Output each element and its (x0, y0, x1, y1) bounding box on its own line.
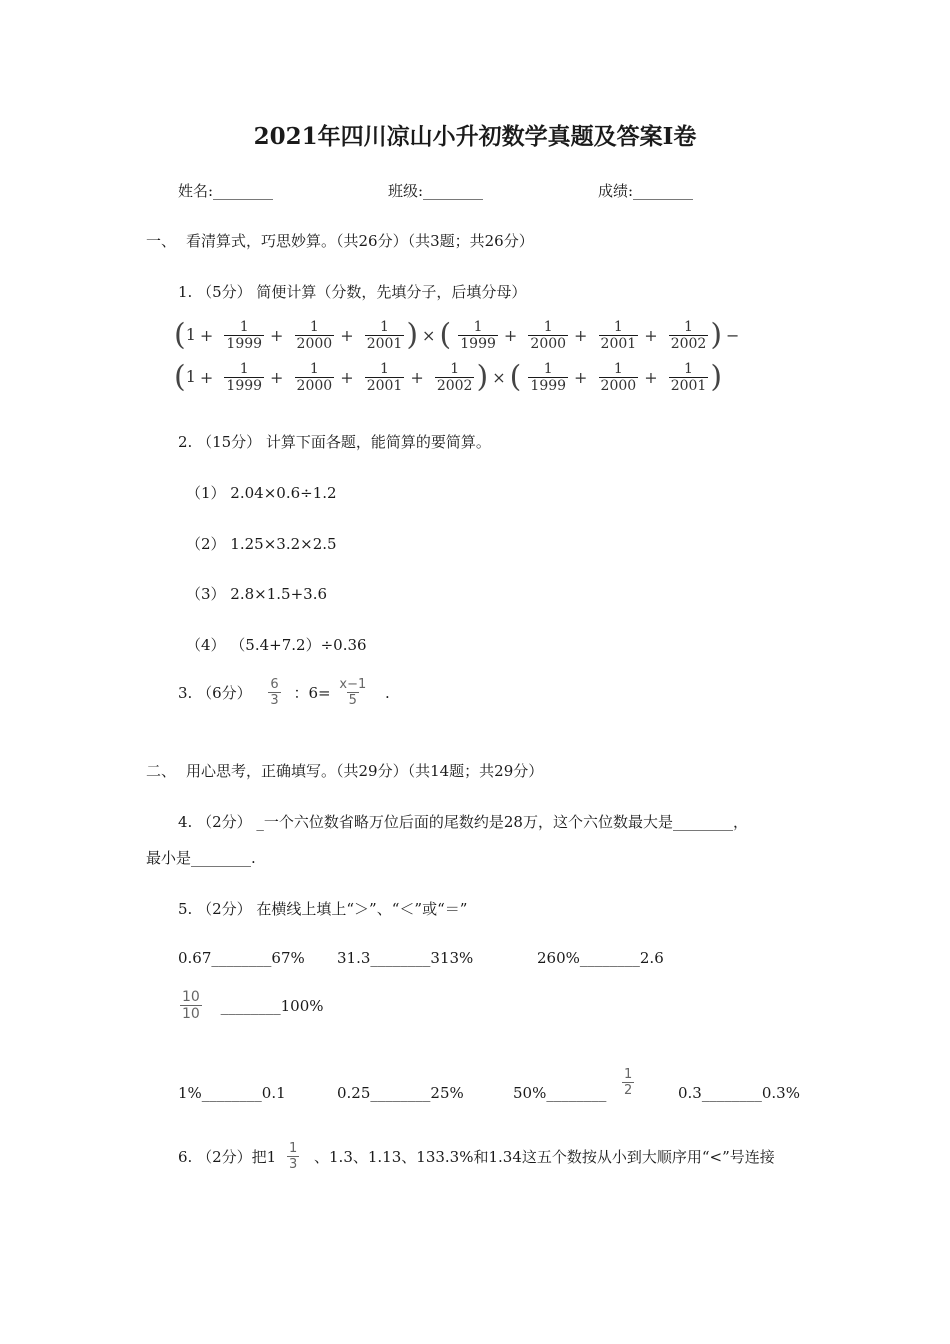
plus: + (270, 326, 284, 345)
q5-fraction-item (178, 990, 324, 1021)
q5-item: 0.67________67% (178, 949, 305, 967)
page-title: 2021年四川凉山小升初数学真题及答案Ⅰ卷 (253, 123, 697, 150)
numerator: 1 (309, 361, 319, 377)
numerator: 1 (684, 319, 693, 335)
numerator: 6 (270, 677, 279, 692)
denominator: 2002 (436, 378, 473, 394)
denominator: 5 (348, 693, 357, 708)
numerator: 1 (613, 319, 623, 335)
q5-item: 50%________ (513, 1084, 607, 1102)
paren: ( (174, 359, 186, 395)
numerator: 1 (613, 361, 623, 377)
denominator: 2002 (670, 336, 707, 352)
paren: ) (406, 317, 419, 353)
fraction (458, 320, 498, 351)
denominator: 2000 (296, 378, 333, 394)
minus: − (726, 326, 740, 345)
paren: ) (710, 359, 723, 395)
plus: + (574, 326, 588, 345)
q5-item: 260%________2.6 (537, 949, 664, 967)
question-6 (178, 1142, 775, 1171)
numerator: 1 (380, 319, 389, 335)
fraction (180, 990, 202, 1021)
numerator: 1 (684, 361, 693, 377)
section-1-heading: 看清算式，巧思妙算。（共26分）（共3题；共26分） (186, 232, 534, 250)
fraction (295, 362, 335, 393)
denominator: 3 (288, 1157, 298, 1172)
fraction (599, 362, 639, 393)
fraction (528, 362, 568, 393)
question-3-ratio: ：6= (293, 684, 331, 702)
numerator: 1 (309, 319, 319, 335)
paren: ) (476, 359, 489, 395)
fraction (669, 320, 709, 351)
denominator: 2001 (366, 336, 403, 352)
numerator: 1 (543, 361, 553, 377)
denominator: 1999 (226, 378, 263, 394)
q5-half-fraction (620, 1068, 636, 1097)
numerator: 10 (182, 989, 200, 1005)
question-6-suffix: 、1.3、1.13、133.3%和1.34这五个数按从小到大顺序用“<”号连接 (314, 1148, 775, 1166)
paren: ( (174, 317, 186, 353)
numerator: 1 (239, 361, 249, 377)
denominator: 2000 (530, 336, 567, 352)
fraction (669, 362, 709, 393)
q2-item: （1） 2.04×0.6÷1.2 (186, 484, 337, 502)
question-1-label: 1. （5分） 简便计算（分数，先填分子，后填分母） (178, 283, 527, 301)
numerator: x−1 (339, 677, 367, 692)
score-field: 成绩:________ (598, 182, 694, 200)
fraction (599, 320, 639, 351)
paren: ) (710, 317, 723, 353)
numerator: 1 (288, 1141, 298, 1156)
times: × (422, 326, 436, 345)
q2-item: （3） 2.8×1.5+3.6 (186, 585, 328, 603)
fraction (435, 362, 475, 393)
denominator: 2000 (296, 336, 333, 352)
term: 1 (185, 325, 196, 344)
class-field: 班级:________ (388, 182, 484, 200)
denominator: 1999 (226, 336, 263, 352)
fraction (224, 320, 264, 351)
denominator: 1999 (460, 336, 496, 352)
question-6-prefix: 6. （2分）把1 (178, 1148, 277, 1166)
numerator: 1 (450, 361, 460, 377)
fraction (268, 678, 280, 707)
plus: + (644, 368, 658, 387)
question-4-line-1: 4. （2分） _一个六位数省略万位后面的尾数约是28万，这个六位数最大是________， (178, 813, 748, 831)
fraction (365, 320, 405, 351)
denominator: 2001 (366, 378, 403, 394)
q5-item: 31.3________313% (337, 949, 474, 967)
plus: + (270, 368, 284, 387)
denominator: 1999 (530, 378, 567, 394)
q2-item: （4） （5.4+7.2）÷0.36 (186, 636, 367, 654)
numerator: 1 (380, 361, 389, 377)
fraction (337, 678, 368, 707)
plus: + (340, 326, 354, 345)
fraction (287, 1142, 299, 1171)
fraction (224, 362, 264, 393)
period: . (385, 683, 390, 702)
question-3-label: 3. （6分） (178, 684, 252, 702)
denominator: 2001 (600, 336, 637, 352)
times: × (492, 368, 506, 387)
name-field: 姓名:________ (178, 182, 274, 200)
plus: + (574, 368, 588, 387)
section-1-number: 一、 (146, 232, 177, 250)
q5-item: 0.3________0.3% (678, 1084, 800, 1102)
paren: ( (439, 317, 452, 353)
numerator: 1 (239, 319, 249, 335)
term: 1 (185, 367, 196, 386)
denominator: 10 (182, 1006, 200, 1022)
denominator: 2000 (600, 378, 637, 394)
numerator: 1 (473, 319, 483, 335)
plus: + (340, 368, 354, 387)
denominator: 2001 (670, 378, 707, 394)
question-4-line-2: 最小是________. (146, 849, 256, 867)
fraction (622, 1068, 634, 1097)
fraction (528, 320, 568, 351)
numerator: 1 (543, 319, 553, 335)
q5-blank: ________100% (220, 996, 324, 1015)
q5-item: 1%________0.1 (178, 1084, 286, 1102)
question-2-label: 2. （15分） 计算下面各题，能简算的要简算。 (178, 433, 491, 451)
question-5-label: 5. （2分） 在横线上填上“＞”、“＜”或“＝” (178, 900, 468, 918)
paren: ( (509, 359, 522, 395)
plus: + (644, 326, 658, 345)
denominator: 3 (270, 693, 279, 708)
q1-expression-line-2 (174, 359, 723, 395)
plus: + (199, 368, 214, 387)
q5-item: 0.25________25% (337, 1084, 464, 1102)
fraction (295, 320, 335, 351)
section-2-number: 二、 (146, 762, 177, 780)
fraction (365, 362, 405, 393)
plus: + (410, 368, 424, 387)
q1-expression-line-1 (174, 317, 743, 353)
plus: + (199, 326, 214, 345)
denominator: 2 (624, 1083, 633, 1098)
numerator: 1 (624, 1067, 633, 1082)
plus: + (503, 326, 518, 345)
question-3 (178, 678, 390, 707)
section-2-heading: 用心思考，正确填写。（共29分）（共14题；共29分） (186, 762, 544, 780)
q2-item: （2） 1.25×3.2×2.5 (186, 535, 337, 553)
